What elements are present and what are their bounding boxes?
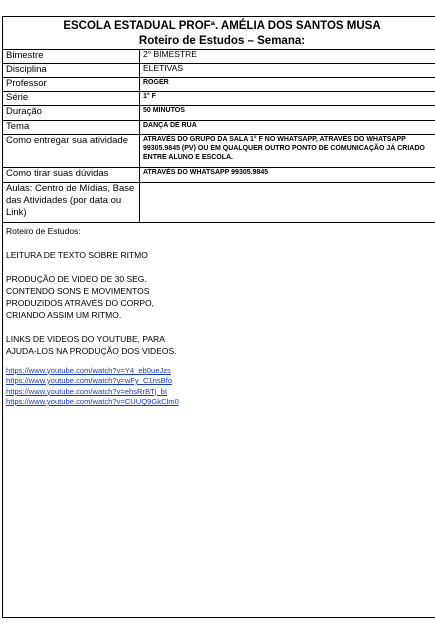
info-table (3, 50, 435, 223)
row-tema (3, 120, 435, 134)
roteiro-leitura: LEITURA DE TEXTO SOBRE RITMO (6, 249, 148, 260)
school-name: ESCOLA ESTADUAL PROFª. AMÉLIA DOS SANTOS MUSA (63, 20, 381, 32)
label-tema: Tema (3, 120, 140, 134)
label-disciplina: Disciplina (3, 63, 140, 77)
label-duracao: Duração (3, 105, 140, 120)
row-bimestre (3, 50, 435, 63)
label-duvidas: Como tirar suas dúvidas (3, 167, 140, 182)
label-bimestre: Bimestre (3, 50, 140, 63)
study-guide-document (2, 16, 435, 618)
row-duracao (3, 105, 435, 120)
youtube-link-4[interactable]: https://www.youtube.com/watch?v=CUUQ9GkClm0 (6, 397, 179, 406)
value-bimestre: 2° BIMESTRE (140, 50, 435, 63)
row-entregar (3, 134, 435, 167)
youtube-link-3[interactable]: https://www.youtube.com/watch?v=ehsRrBTj_bI (6, 386, 168, 396)
label-entregar: Como entregar sua atividade (3, 134, 140, 167)
label-aulas: Aulas: Centro de Mídias, Base das Atividades (por data ou Link) (3, 182, 140, 222)
value-serie: 1° F (140, 91, 435, 105)
study-roteiro (3, 223, 435, 408)
value-disciplina: ELETIVAS (140, 63, 435, 77)
value-entregar: ATRAVÉS DO GRUPO DA SALA 1° F NO WHATSAPP, ATRAVÉS DO WHATSAPP 99305.9845 (PV) OU EM QUALQUER OUTRO PONTO DE COMUNICAÇÃO JÁ CRIADO ENTRE ALUNO E ESCOLA. (140, 134, 435, 167)
value-tema: DANÇA DE RUA (140, 120, 435, 134)
youtube-link-2[interactable]: https://www.youtube.com/watch?v=wFy_C1nsBfo (6, 376, 173, 385)
producao-line: PRODUZIDOS ATRAVÉS DO CORPO, (6, 297, 154, 308)
producao-line: CONTENDO SONS E MOVIMENTOS (6, 285, 150, 296)
value-duracao: 50 MINUTOS (140, 105, 435, 120)
links-intro-line: AJUDA-LOS NA PRODUÇÃO DOS VIDEOS. (6, 345, 177, 356)
row-serie (3, 91, 435, 105)
row-aulas (3, 182, 435, 222)
document-header (3, 17, 435, 50)
youtube-link-1[interactable]: https://www.youtube.com/watch?v=Y4_eb0ueJzs (6, 365, 171, 375)
value-aulas (140, 182, 435, 222)
producao-line: CRIANDO ASSIM UM RITMO. (6, 309, 122, 320)
value-professor: ROGER (140, 77, 435, 91)
roteiro-title: Roteiro de Estudos: (6, 225, 81, 236)
guide-subtitle: Roteiro de Estudos – Semana: (138, 35, 306, 47)
row-duvidas (3, 167, 435, 182)
links-intro-line: LINKS DE VIDEOS DO YOUTUBE, PARA (6, 333, 165, 344)
label-serie: Série (3, 91, 140, 105)
value-duvidas: ATRAVÉS DO WHATSAPP 99305.9845 (140, 167, 435, 182)
label-professor: Professor (3, 77, 140, 91)
row-disciplina (3, 63, 435, 77)
producao-line: PRODUÇÃO DE VIDEO DE 30 SEG. (6, 273, 147, 284)
row-professor (3, 77, 435, 91)
